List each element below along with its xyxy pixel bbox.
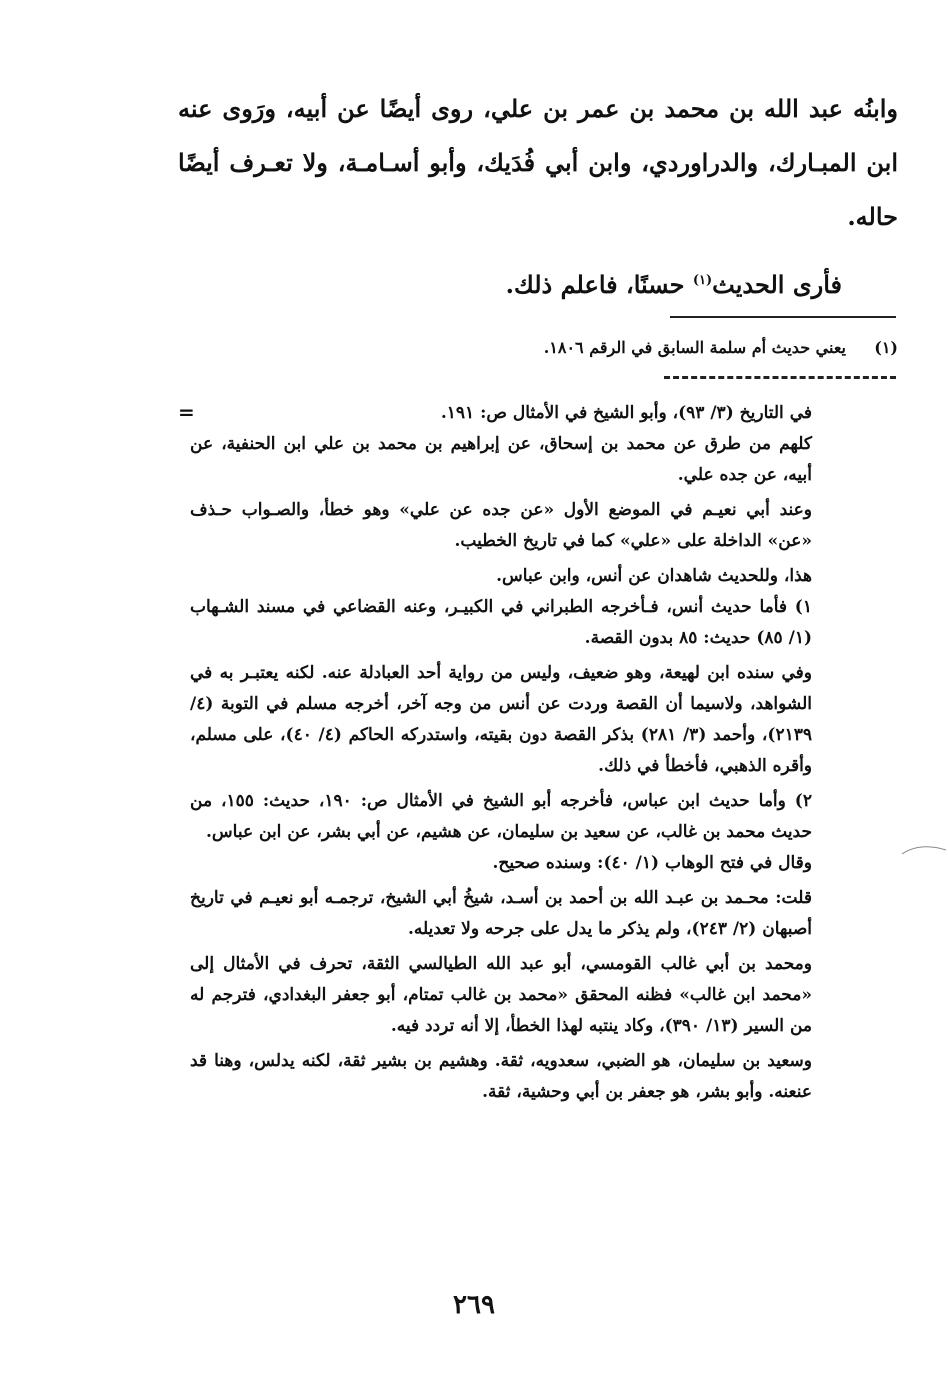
- dashed-separator: [664, 376, 896, 379]
- note-paragraph: وعند أبي نعيـم في الموضع الأول «عن جده عن علي» وهو خطأ، والصـواب حـذف «عن» الداخلة على «علي» كما في تاريخ الخطيب.: [190, 500, 812, 551]
- footnote-marker[interactable]: (١): [692, 273, 713, 288]
- main-paragraph: وابنُه عبد الله بن محمد بن عمر بن علي، روى أيضًا عن أبيه، ورَوى عنه ابن المبـارك، والدراوردي، وابن أبي فُدَيك، وأبو أسـامـة، ولا تعـرف أيضًا حاله.: [178, 94, 899, 231]
- footnote-text: يعني حديث أم سلمة السابق في الرقم ١٨٠٦.: [543, 338, 846, 357]
- note-paragraph: وفي سنده ابن لهيعة، وهو ضعيف، وليس من رواية أحد العبادلة عنه. لكنه يعتبـر به في الشواهد، ولاسيما أن القصة وردت عن أنس من وجه آخر، أخرجه مسلم في التوبة (٤/ ٢١٣٩)، وأحمد (٣/ ٢٨١) بذكر القصة دون بقيته، واستدركه الحاكم (٤/ ٤٠)، على مسلم، وأقره الذهبي، فأخطأ في ذلك.: [190, 663, 812, 776]
- main-conclusion: [178, 258, 898, 312]
- note-paragraph: ٢) وأما حديث ابن عباس، فأخرجه أبو الشيخ في الأمثال ص: ١٩٠، حديث: ١٥٥، من حديث محمد بن غالب، عن سعيد بن سليمان، عن هشيم، عن أبي بشر، عن ابن عباس.: [190, 791, 812, 842]
- continued-notes: [190, 398, 812, 1108]
- footnote-separator: [670, 316, 896, 318]
- note-paragraph: كلهم من طرق عن محمد بن إسحاق، عن إبراهيم بن محمد بن علي ابن الحنفية، عن أبيه، عن جده علي.: [190, 434, 812, 485]
- footnote-number: (١): [874, 338, 898, 357]
- page-number: ٢٦٩: [453, 1290, 495, 1320]
- note-paragraph: في التاريخ (٣/ ٩٣)، وأبو الشيخ في الأمثال ص: ١٩١.: [440, 403, 812, 423]
- main-text: [178, 82, 898, 312]
- note-paragraph: ومحمد بن أبي غالب القومسي، أبو عبد الله الطيالسي الثقة، تحرف في الأمثال إلى «محمد ابن غالب» فظنه المحقق «محمد بن غالب تمتام، أبو جعفر البغدادي، فترجم له من السير (١٣/ ٣٩٠)، وكاد ينتبه لهذا الخطأ، إلا أنه تردد فيه.: [190, 954, 812, 1036]
- margin-mark: [900, 838, 948, 858]
- note-paragraph: وسعيد بن سليمان، هو الضبي، سعدويه، ثقة. وهشيم بن بشير ثقة، لكنه يدلس، وهنا قد عنعنه. وأبو بشر، هو جعفر بن أبي وحشية، ثقة.: [190, 1051, 812, 1102]
- footnote: [178, 335, 898, 361]
- note-paragraph: هذا، وللحديث شاهدان عن أنس، وابن عباس.: [496, 566, 812, 586]
- continuation-mark: =: [178, 400, 195, 424]
- note-paragraph: وقال في فتح الوهاب (١/ ٤٠): وسنده صحيح.: [492, 853, 812, 873]
- note-paragraph: ١) فأما حديث أنس، فـأخرجه الطبراني في الكبيـر، وعنه القضاعي في مسند الشـهاب (١/ ٨٥) حديث: ٨٥ بدون القصة.: [190, 597, 812, 648]
- conclusion-tail: حسنًا، فاعلم ذلك.: [505, 270, 693, 299]
- conclusion-lead: فأرى الحديث: [712, 270, 842, 299]
- note-paragraph: قلت: محـمد بن عبـد الله بن أحمد بن أسـد، شيخُ أبي الشيخ، ترجمـه أبو نعيـم في تاريخ أصبهان (٢/ ٢٤٣)، ولم يذكر ما يدل على جرحه ولا تعديله.: [190, 888, 812, 939]
